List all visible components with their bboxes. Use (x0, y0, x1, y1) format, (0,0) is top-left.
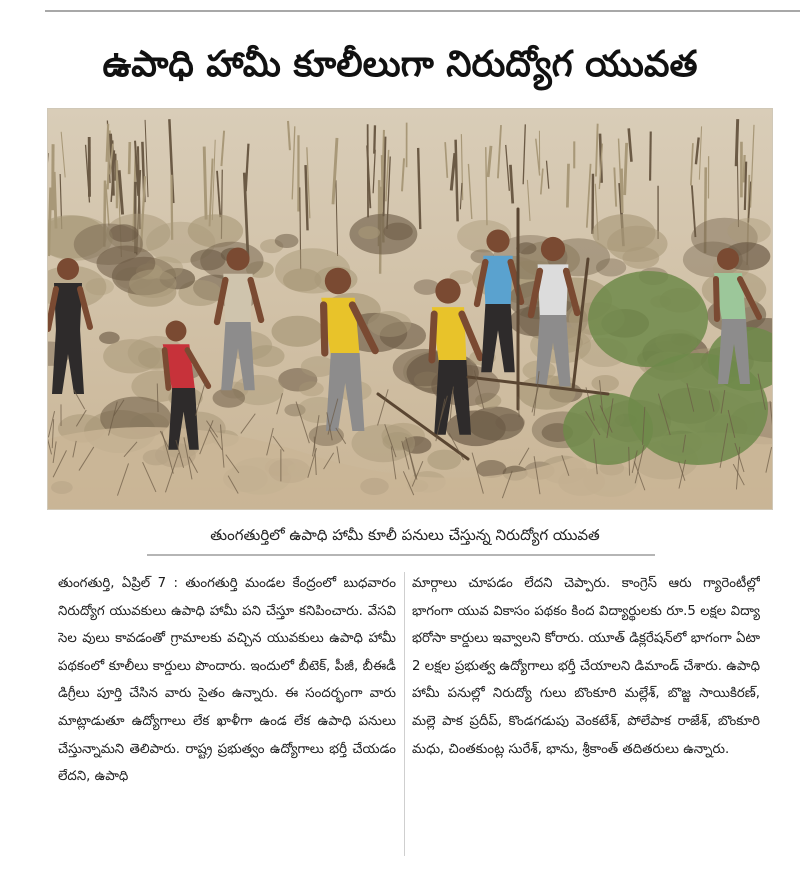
brush-clump (272, 316, 324, 347)
top-rule (45, 10, 800, 12)
brush-clump (358, 226, 380, 239)
column-divider (404, 572, 405, 856)
worker-head (541, 237, 565, 261)
brush-clump (275, 234, 299, 248)
brush-clump (368, 311, 411, 337)
brush-clump (607, 226, 667, 262)
brush-clump (591, 375, 619, 392)
dry-stalk (745, 162, 746, 210)
worker-head (435, 278, 460, 303)
dry-stalk (115, 154, 116, 181)
worker-head (226, 247, 249, 270)
caption-rule (147, 554, 655, 556)
brush-clump (727, 218, 770, 244)
news-photo-illustration (48, 109, 773, 510)
dry-stalk (567, 164, 568, 208)
worker-arm (324, 305, 325, 353)
dry-stalk (625, 143, 627, 195)
brush-clump (467, 407, 524, 441)
dry-stalk (650, 131, 651, 180)
article-body-column-right: మార్గాలు చూపడం లేదని చెప్పారు. కాంగ్రెస్ ఆరు గ్యారెంటీల్లో భాగంగా యువ వికాసం పథకం కింద విద్యార్థులకు రూ.5 లక్షల విద్యా భరోసా కార్డులు ఇవ్వాలని కోరారు. యూత్ డిక్లరేషన్‌లో భాగంగా ఏటా 2 లక్షల ప్రభుత్వ ఉద్యోగాలు భర్తీ చేయాలని డిమాండ్ చేశారు. ఉపాధి హామీ పనుల్లో నిరుద్యో గులు బొంకూరి మల్లేశ్, బొజ్జ సాయికిరణ్, మల్లె పాక ప్రదీప్, కొండగడుపు వెంకటేశ్, పోలేపాక రాజేశ్, బొంకూరి మధు, చింతకుంట్ల సురేశ్, భాను, శ్రీకాంత్ తదితరులు ఉన్నారు. (412, 576, 760, 757)
green-bush-clump (588, 271, 708, 367)
dry-stalk (129, 142, 130, 174)
worker-head (166, 321, 187, 342)
brush-clump (213, 388, 246, 408)
brush-clump (427, 450, 461, 470)
brush-clump (129, 270, 176, 298)
worker-head (325, 268, 351, 294)
brush-clump (103, 339, 160, 373)
dry-stalk (204, 147, 206, 220)
brush-clump (596, 258, 626, 276)
brush-clump (299, 381, 324, 396)
news-photo (47, 108, 773, 510)
worker-arm (165, 350, 169, 388)
brush-clump (383, 223, 412, 241)
article-headline: ఉపాధి హామీ కూలీలుగా నిరుద్యోగ యువత (102, 44, 698, 85)
article-body-column-left: తుంగతుర్తి, ఏప్రిల్ 7 : తుంగతుర్తి మండల కేంద్రంలో బుధవారం నిరుద్యోగ యువకులు ఉపాధి హామీ పని చేస్తూ కనిపించారు. వేసవి సెల వులు కావడంతో గ్రామాలకు వచ్చిన యువకులు ఉపాధి హామీ పథకంలో కూలీలు కార్డులు పొందారు. ఇందులో బీటెక్, పీజీ, బీఈడీ డిగ్రీలు పూర్తి చేసిన వారు సైతం ఉన్నారు. ఈ సందర్భంగా వారు మాట్లాడుతూ ఉద్యోగాలు లేక ఖాళీగా ఉండ లేక ఉపాధి పనులు చేస్తున్నామని తెలిపారు. రాష్ట్ర ప్రభుత్వం ఉద్యోగాలు భర్తీ చేయడం లేదని, ఉపాధి (58, 576, 396, 785)
worker-arm (716, 279, 717, 319)
dry-stalk (736, 119, 737, 166)
worker-arm (432, 314, 434, 360)
worker-head (717, 248, 739, 270)
dry-stalk (744, 155, 745, 182)
dry-stalk (374, 125, 375, 153)
worker-head (57, 258, 79, 280)
worker-head (486, 229, 509, 252)
photo-caption: తుంగతుర్తిలో ఉపాధి హామీ కూలీ పనులు చేస్తున్న నిరుద్యోగ యువత (210, 526, 600, 544)
